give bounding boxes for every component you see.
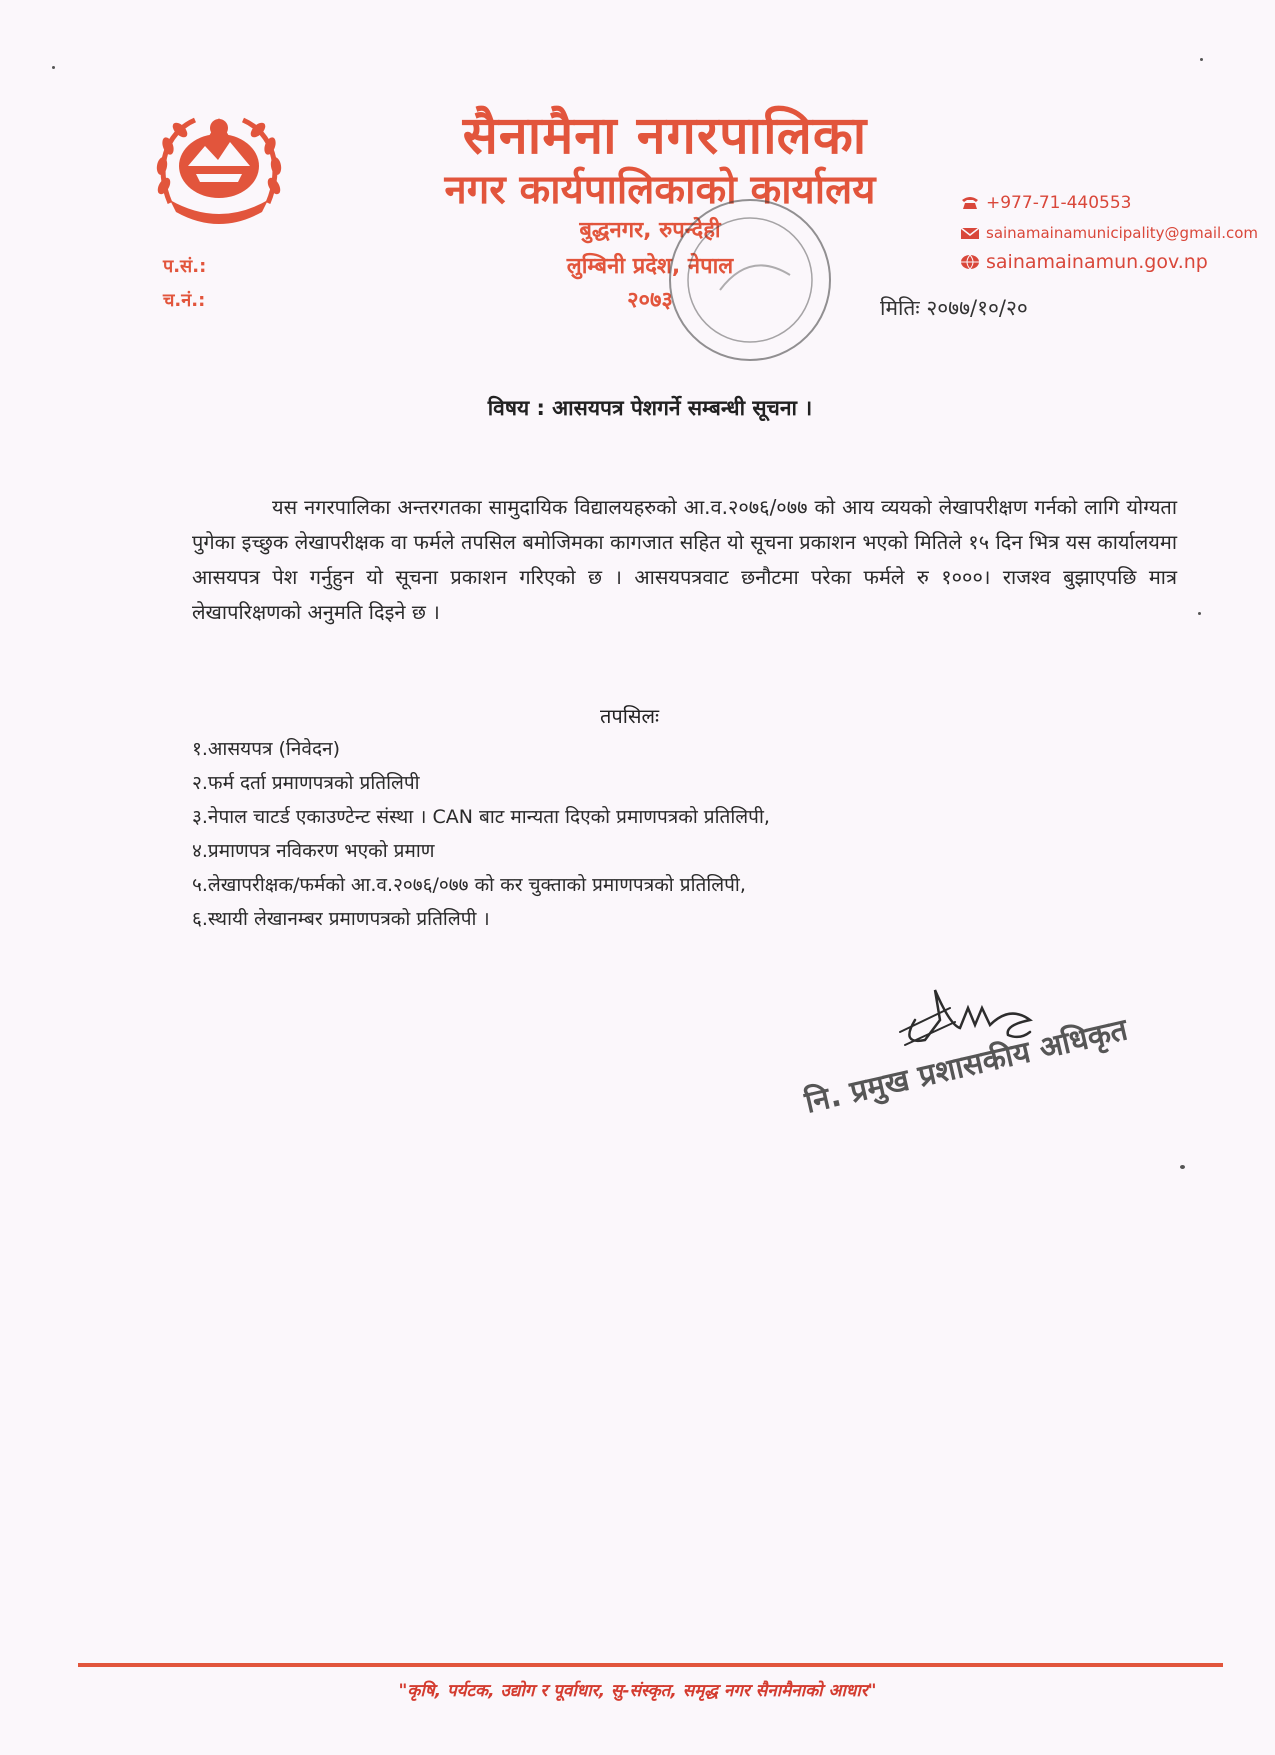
address-line-2: लुम्बिनी प्रदेश, नेपाल (566, 254, 734, 279)
email-address: sainamainamunicipality@gmail.com (986, 224, 1259, 242)
globe-icon (960, 254, 980, 270)
list-item: ५.लेखापरीक्षक/फर्मको आ.व.२०७६/०७७ को कर चुक्ताको प्रमाणपत्रको प्रतिलिपी, (192, 874, 746, 896)
notice-subject: विषय : आसयपत्र पेशगर्ने सम्बन्धी सूचना । (487, 396, 813, 420)
office-name: नगर कार्यपालिकाको कार्यालय (444, 167, 876, 213)
municipality-name: सैनामैना नगरपालिका (462, 106, 868, 166)
address-line-1: बुद्धनगर, रुपन्देही (579, 218, 721, 243)
email-contact (960, 224, 1258, 242)
phone-number: +977-71-440553 (986, 193, 1132, 213)
scan-speck (52, 66, 55, 69)
list-item: ४.प्रमाणपत्र नविकरण भएको प्रमाण (192, 840, 435, 862)
footer-motto: "कृषि, पर्यटक, उद्योग र पूर्वाधार, सु-संस्कृत, समृद्ध नगर सैनामैनाको आधार" (398, 1681, 877, 1701)
phone-icon (960, 194, 980, 210)
mail-icon (960, 224, 980, 240)
notice-body: यस नगरपालिका अन्तरगतका सामुदायिक विद्यालयहरुको आ.व.२०७६/०७७ को आय व्ययको लेखापरीक्षण गर्नको लागि योग्यता पुगेका इच्छुक लेखापरीक्षक वा फर्मले तपसिल बमोजिमका कागजात सहित यो सूचना प्रकाशन भएको मितिले १५ दिन भित्र यस कार्यालयमा आसयपत्र पेश गर्नुहुन यो सूचना प्रकाशन गरिएको छ । आसयपत्रवाट छनौटमा परेका फर्मले रु १०००। राजश्व बुझाएपछि मात्र लेखापरिक्षणको अनुमति दिइने छ । (192, 495, 1177, 624)
list-item: ६.स्थायी लेखानम्बर प्रमाणपत्रको प्रतिलिपी । (192, 908, 490, 930)
dispatch-number-label: च.नं.: (163, 290, 206, 311)
list-item: १.आसयपत्र (निवेदन) (192, 738, 341, 760)
established-year: २०७३ (627, 288, 673, 313)
scan-speck (1198, 612, 1201, 615)
list-item: ३.नेपाल चाटर्ड एकाउण्टेन्ट संस्था । CAN बाट मान्यता दिएको प्रमाणपत्रको प्रतिलिपी, (192, 806, 770, 828)
website-contact (960, 251, 1208, 273)
reference-number-label: प.सं.: (163, 256, 207, 277)
office-seal-stamp-icon (650, 180, 850, 380)
scan-speck (1200, 58, 1203, 61)
government-emblem-icon (150, 108, 288, 230)
attachments-list (192, 732, 1092, 936)
attachments-heading: तपसिलः (600, 704, 660, 728)
footer-divider (78, 1663, 1223, 1667)
phone-contact (960, 193, 1132, 213)
signatory-stamp: नि. प्रमुख प्रशासकीय अधिकृत (801, 1012, 1131, 1121)
list-item: २.फर्म दर्ता प्रमाणपत्रको प्रतिलिपी (192, 772, 420, 794)
website-url: sainamainamun.gov.np (986, 251, 1208, 273)
scan-speck (1180, 1165, 1185, 1169)
letter-date: मितिः २०७७/१०/२० (880, 296, 1028, 320)
